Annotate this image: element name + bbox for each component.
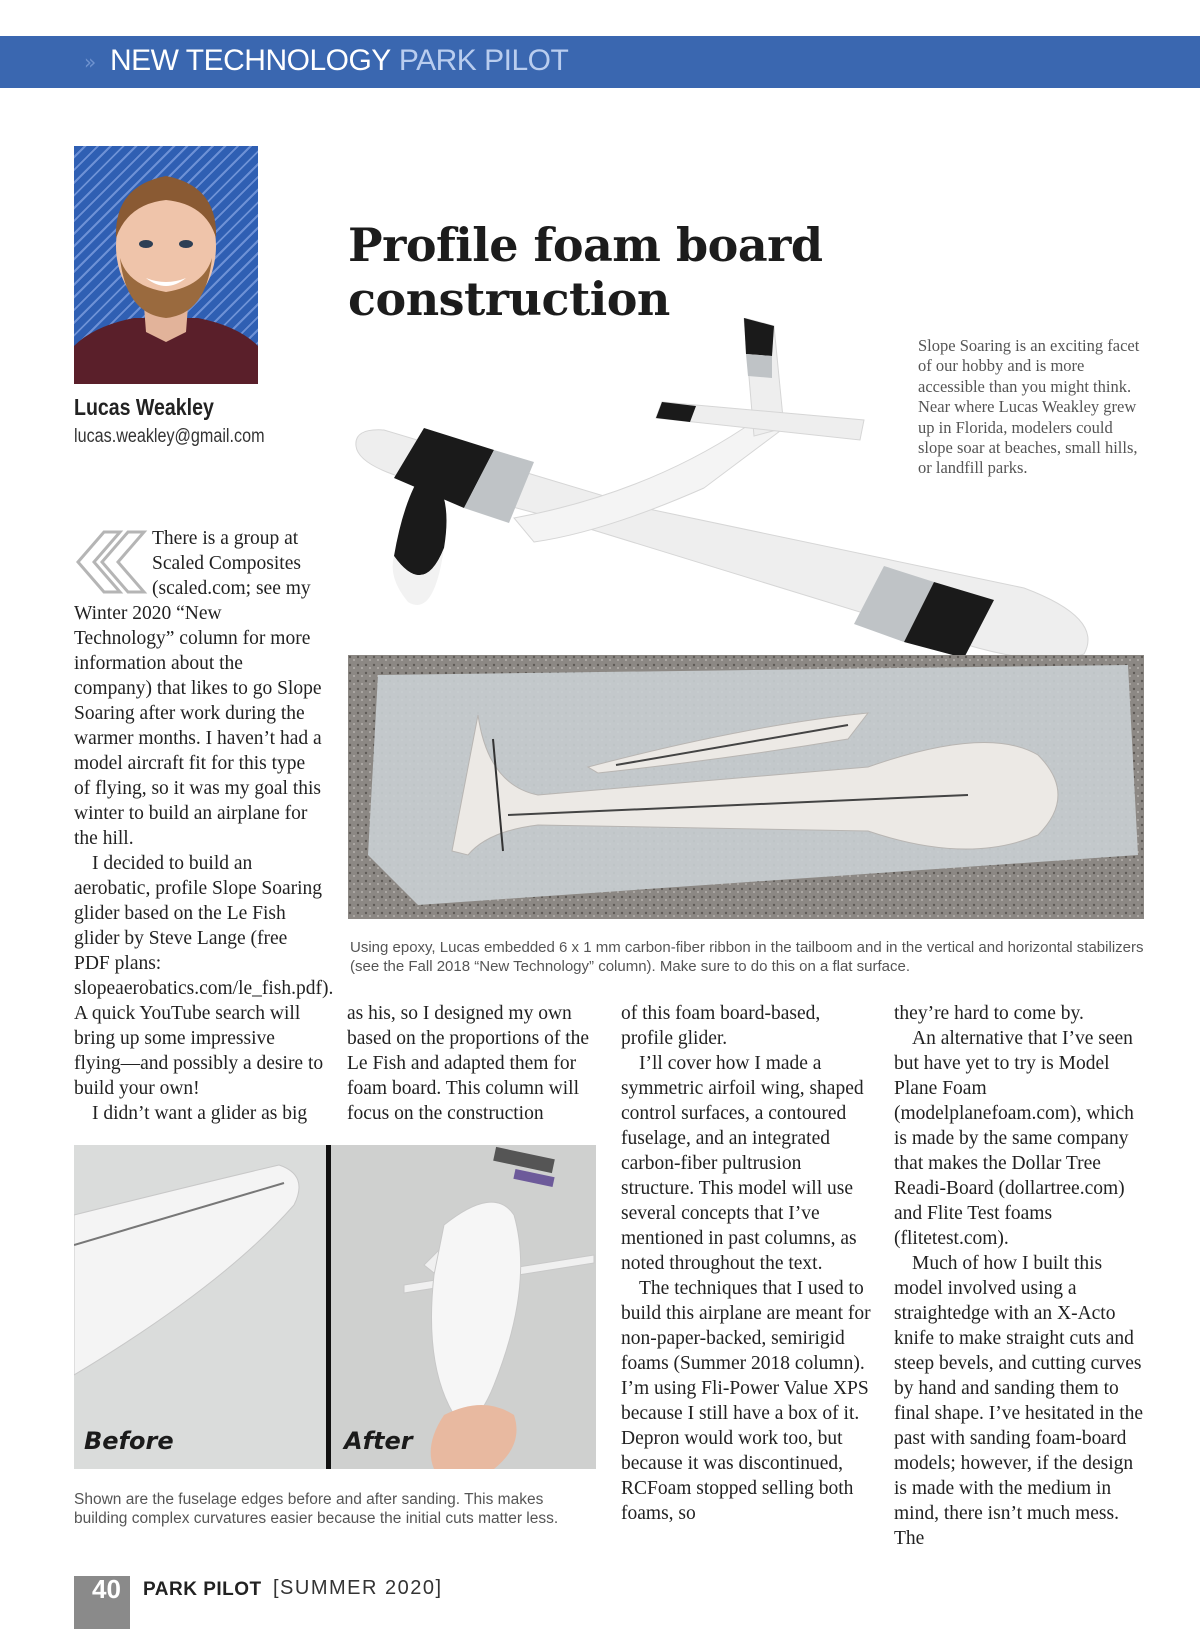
side-caption: Slope Soaring is an exciting facet of our hobby and is more accessible than you might think. Near where Lucas Weakley grew up in Florida, modelers could slope soar at beaches, small hills, or landfill parks.	[918, 336, 1140, 478]
photo-caption: Using epoxy, Lucas embedded 6 x 1 mm carbon-fiber ribbon in the tailboom and in the vertical and horizontal stabilizers (see the Fall 2018 “New Technology” column). Make sure to do this on a flat surface.	[350, 939, 1144, 975]
article-column-3	[621, 1001, 873, 1526]
body-paragraph: An alternative that I’ve seen but have yet to try is Model Plane Foam (modelplanefoam.com), which is made by the same company that makes the Dollar Tree Readi-Board (dollartree.com) and Flite Test foams (flitetest.com).	[894, 1028, 1134, 1249]
body-paragraph: There is a group at Scaled Composites (scaled.com; see my Winter 2020 “New Technology” column for more information about the company) that likes to go Slope Soaring after work during the warmer months. I haven’t had a model aircraft fit for this type of flying, so it was my goal this winter to build an airplane for the hill.	[74, 528, 322, 849]
article-headline: Profile foam board construction	[348, 218, 823, 326]
author-name: Lucas Weakley	[74, 394, 214, 420]
foam-parts-photo	[348, 655, 1144, 919]
page-number: 40	[92, 1574, 121, 1604]
article-column-1	[74, 526, 334, 1126]
before-label: Before	[84, 1427, 174, 1455]
folio-issue: [SUMMER 2020]	[273, 1577, 443, 1599]
body-paragraph: The techniques that I used to build this airplane are meant for non-paper-backed, semirigid foams (Summer 2018 column). I’m using Fli-Power Value XPS because I still have a box of it. Depron would work too, but because it was discontinued, RCFoam stopped selling both foams, so	[621, 1278, 871, 1524]
body-paragraph: Much of how I built this model involved using a straightedge with an X-Acto knife to make straight cuts and steep bevels, and cutting curves by hand and sanding them to final shape. I’ve hesitated in the past with sanding foam-board models; however, if the design is made with the medium in mind, there isn’t much mess. The	[894, 1253, 1144, 1549]
section-title	[110, 44, 568, 78]
after-label: After	[344, 1427, 413, 1455]
body-paragraph: I’ll cover how I made a symmetric airfoil wing, shaped control surfaces, a contoured fuselage, and an integrated carbon-fiber pultrusion structure. This model will use several concepts that I’ve mentioned in past columns, as noted throughout the text.	[621, 1053, 864, 1274]
article-column-2	[347, 1001, 599, 1126]
body-paragraph: of this foam board-based, profile glider.	[621, 1003, 821, 1049]
author-photo	[74, 146, 258, 384]
section-name: NEW TECHNOLOGY	[110, 44, 391, 77]
body-paragraph: as his, so I designed my own based on the proportions of the Le Fish and adapted them for foam board. This column will focus on the construction	[347, 1003, 590, 1124]
article-column-4	[894, 1001, 1146, 1551]
author-email[interactable]: lucas.weakley@gmail.com	[74, 426, 265, 447]
body-paragraph: they’re hard to come by.	[894, 1003, 1084, 1024]
section-header-bar	[0, 36, 1200, 88]
double-chevron-icon	[74, 526, 150, 598]
before-after-photo	[74, 1145, 596, 1469]
before-after-caption: Shown are the fuselage edges before and after sanding. This makes building complex curvatures easier because the initial cuts matter less.	[74, 1491, 559, 1527]
body-paragraph: I didn’t want a glider as big	[92, 1103, 308, 1124]
magazine-name: PARK PILOT	[398, 44, 569, 77]
double-chevron-icon: »	[84, 50, 97, 74]
folio-magazine-name: PARK PILOT	[143, 1579, 262, 1600]
body-paragraph: I decided to build an aerobatic, profile Slope Soaring glider based on the Le Fish glider by Steve Lange (free PDF plans: slopeaerobatics.com/le_fish.pdf). A quick YouTube search will bring up some impressive flying—and possibly a desire to build your own!	[74, 853, 334, 1099]
